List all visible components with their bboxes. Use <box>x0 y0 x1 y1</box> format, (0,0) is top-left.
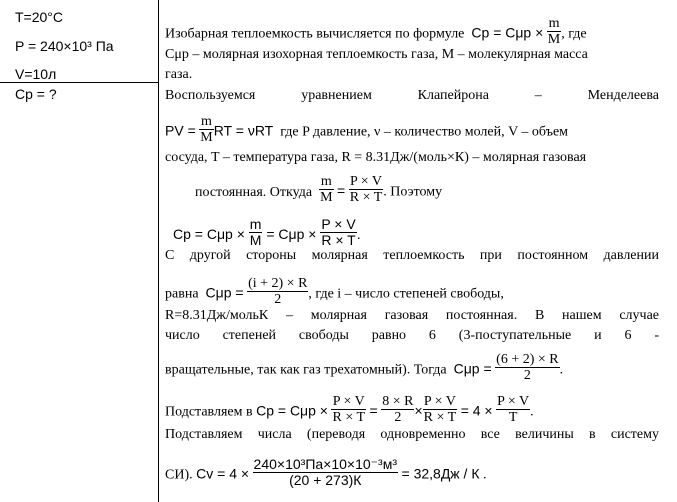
line-13-text: вращательные, так как газ трехатомный). Тогда <box>165 362 447 378</box>
times-sign: × <box>414 402 423 419</box>
cmup-lhs: Cμp = <box>205 284 244 301</box>
line-10 <box>165 276 504 310</box>
equals-sign: = <box>337 182 346 199</box>
fraction-pv-over-rt: $\frac{P \times V}{R \times T}$ <box>349 174 383 205</box>
line-5 <box>165 114 569 148</box>
line-7-text: постоянная. Откуда <box>195 184 313 200</box>
fraction-pv-rt-a: $\frac{P \times V}{R \times T}$ <box>332 394 366 425</box>
find-cp: Cp = ? <box>15 86 57 102</box>
line-1 <box>165 16 587 50</box>
fraction-m-over-M-3: $\frac{m}{M}$ <box>320 174 333 205</box>
cp-lhs-2: Cp = Cμp × <box>173 226 245 243</box>
period-2: . <box>559 362 564 378</box>
period: . <box>356 226 361 243</box>
line-15: Подставляем числа (переводя одновременно все величины в систему <box>165 427 659 442</box>
line-11: R=8.31Дж/мольК – молярная газовая постоянная. В нашем случае <box>165 308 659 323</box>
line-2: Cμp – молярная изохорная теплоемкость газа, M – молекулярная масса <box>165 47 588 62</box>
line-13 <box>165 352 564 386</box>
line-12: число степеней свободы равно 6 (3-поступательные и 6 - <box>165 328 659 343</box>
given-divider <box>0 82 158 83</box>
rt-term: RT = νRT <box>213 122 274 139</box>
period-3: . <box>530 404 534 420</box>
given-temperature: T=20°C <box>15 9 64 25</box>
line-10-text: равна <box>165 286 199 302</box>
solution-text <box>165 0 665 502</box>
line-4: Воспользуемся уравнением Клапейрона – Менделеева <box>165 88 659 103</box>
fraction-pv-rt-b: $\frac{P \times V}{R \times T}$ <box>423 394 457 425</box>
formula-cp-lhs: Cp = Cμp × <box>471 24 544 41</box>
column-divider <box>158 0 159 502</box>
pv-lhs: PV = <box>165 122 196 139</box>
fraction-pv-over-rt-2: $\frac{P \times V}{R \times T}$ <box>321 216 356 248</box>
line-14 <box>165 394 534 428</box>
given-panel <box>0 0 158 502</box>
line-7 <box>165 174 443 208</box>
line-14-text: Подставляем в <box>165 404 253 420</box>
cmup-lhs-2: Cμp = <box>453 360 492 377</box>
line-1-text: Изобарная теплоемкость вычисляется по формуле <box>165 26 465 42</box>
fraction-6-plus-2: $\frac{(6 + 2) \times R}{2}$ <box>496 352 559 383</box>
cv-lhs: Cv = 4 × <box>196 465 250 482</box>
equals-a: = <box>369 402 378 419</box>
line-16 <box>165 456 487 491</box>
line-3: газа. <box>165 67 193 82</box>
cp-lhs-3: Cp = Cμp × <box>256 402 328 419</box>
fraction-i-plus-2: $\frac{(i + 2) \times R}{2}$ <box>248 276 308 307</box>
line-6: сосуда, T – температура газа, R = 8.31Дж/(моль×К) – молярная газовая <box>165 150 587 165</box>
fraction-m-over-M: $\frac{m}{M}$ <box>547 16 561 47</box>
cp-mid: = Cμp × <box>266 226 317 243</box>
line-10-tail: , где i – число степеней свободы, <box>308 286 504 302</box>
result-value: = 32,8Дж / К <box>401 465 480 482</box>
line-7-tail: . Поэтому <box>383 184 443 200</box>
fraction-numeric: $\frac{\text{240×10³Па×10×10⁻³м³}}{(20 + 273)К}$ <box>253 456 397 488</box>
given-volume: V=10л <box>15 66 57 82</box>
fraction-m-over-M-4: $\frac{m}{M}$ <box>249 216 262 248</box>
fraction-pv-over-t: $\frac{P \times V}{T}$ <box>497 394 530 425</box>
fraction-m-over-M-2: $\frac{m}{M}$ <box>200 114 213 145</box>
line-9: С другой стороны молярная теплоемкость при постоянном давлении <box>165 248 659 263</box>
given-pressure: P = 240×10³ Па <box>15 38 114 54</box>
line-5-tail: где P давление, ν – количество молей, V – объем <box>280 124 569 140</box>
line-1-tail: , где <box>561 26 587 42</box>
equals-4x: = 4 × <box>460 402 493 419</box>
line-8 <box>173 216 361 251</box>
period-4: . <box>482 467 487 483</box>
fraction-8r-over-2: $\frac{8 \times R}{2}$ <box>382 394 414 425</box>
line-16-text: СИ). <box>165 467 193 483</box>
